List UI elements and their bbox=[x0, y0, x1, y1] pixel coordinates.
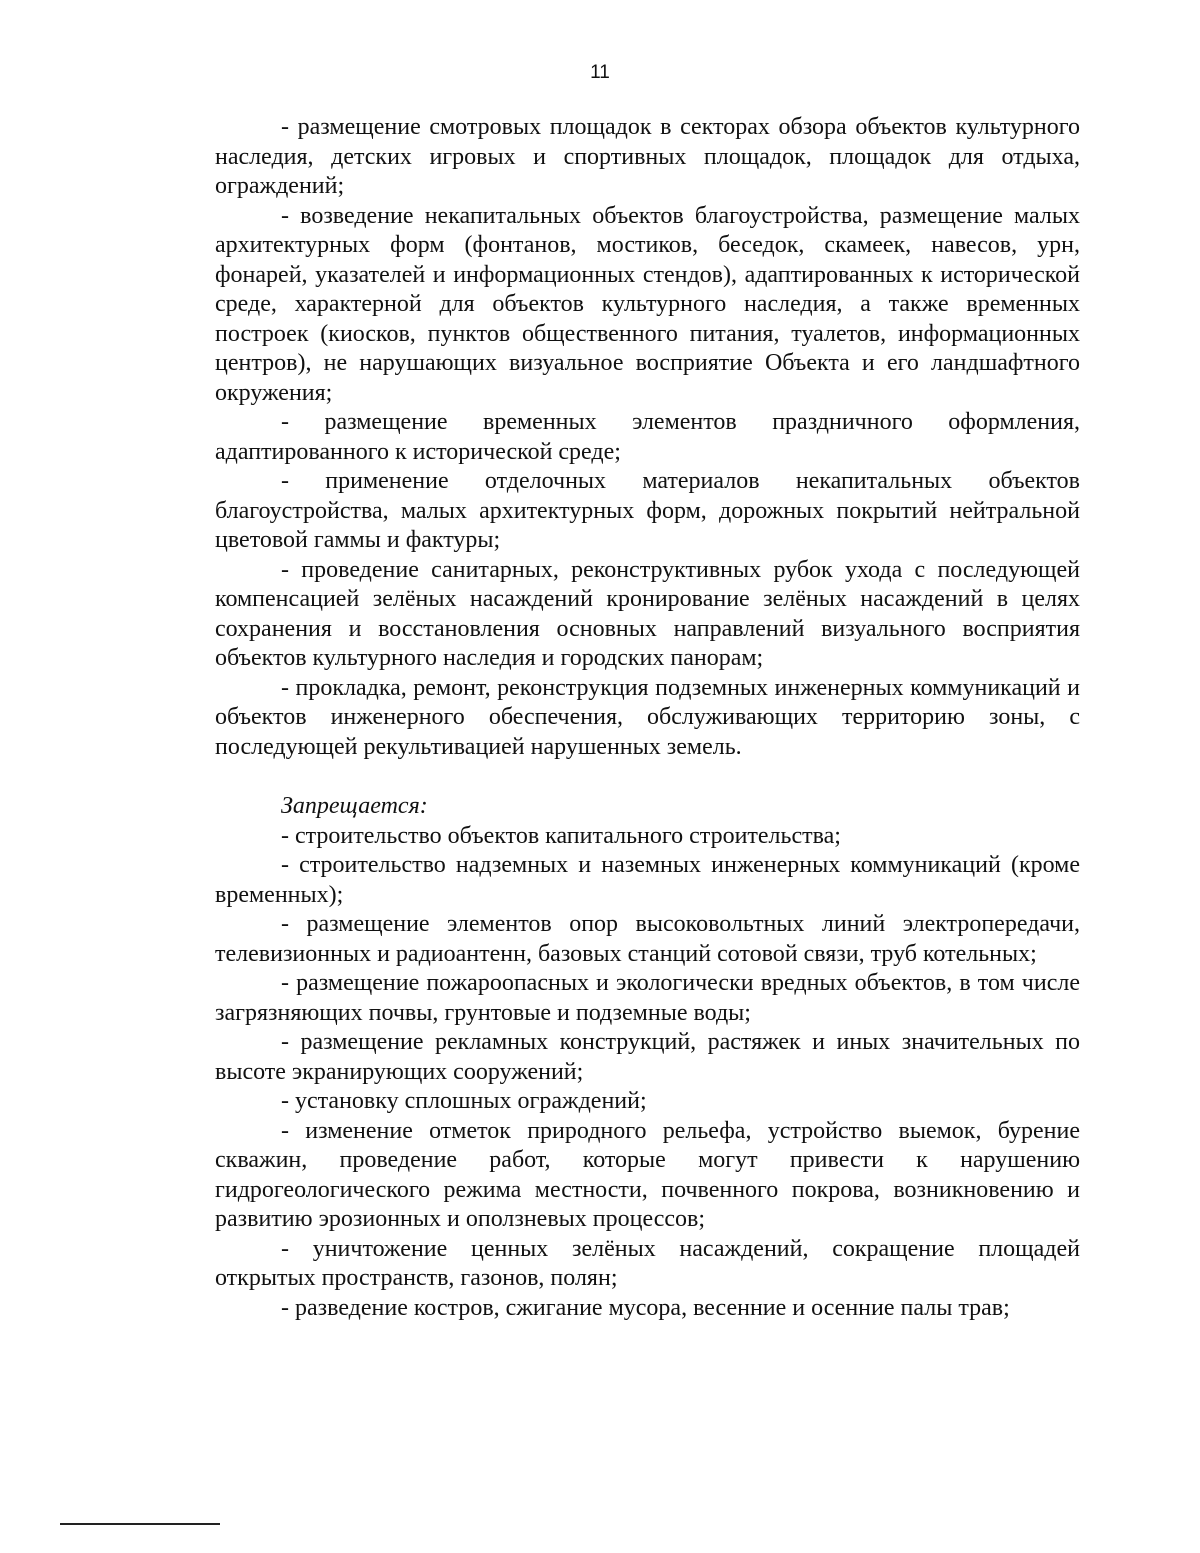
allowed-item: - размещение смотровых площадок в секторах обзора объектов культурного наследия, детских игровых и спортивных площадок, площадок для отдыха, ограждений; bbox=[215, 114, 1080, 199]
prohibited-item: - уничтожение ценных зелёных насаждений, сокращение площадей открытых пространств, газонов, полян; bbox=[215, 1235, 1080, 1291]
prohibited-item: - строительство объектов капитального строительства; bbox=[281, 822, 841, 849]
allowed-item: - применение отделочных материалов некапитальных объектов благоустройства, малых архитектурных форм, дорожных покрытий нейтральной цветовой гаммы и фактуры; bbox=[215, 468, 1080, 553]
allowed-item: - размещение временных элементов праздничного оформления, адаптированного к исторической среде; bbox=[215, 409, 1080, 465]
allowed-item: - прокладка, ремонт, реконструкция подземных инженерных коммуникаций и объектов инженерного обеспечения, обслуживающих территорию зоны, с последующей рекультивацией нарушенных земель. bbox=[215, 674, 1080, 760]
prohibited-item: - размещение рекламных конструкций, растяжек и иных значительных по высоте экранирующих сооружений; bbox=[215, 1029, 1080, 1085]
document-body bbox=[215, 113, 1080, 1323]
prohibited-item: - разведение костров, сжигание мусора, весенние и осенние палы трав; bbox=[281, 1294, 1010, 1321]
page-number: 11 bbox=[590, 62, 610, 83]
prohibited-item: - установку сплошных ограждений; bbox=[281, 1088, 647, 1114]
prohibited-item: - размещение пожароопасных и экологически вредных объектов, в том числе загрязняющих почвы, грунтовые и подземные воды; bbox=[215, 970, 1080, 1026]
prohibited-item: - строительство надземных и наземных инженерных коммуникаций (кроме временных); bbox=[215, 852, 1080, 908]
footnote-separator bbox=[60, 1523, 220, 1525]
prohibited-item: - размещение элементов опор высоковольтных линий электропередачи, телевизионных и радиоантенн, базовых станций сотовой связи, труб котельных; bbox=[215, 911, 1080, 967]
prohibited-heading: Запрещается: bbox=[281, 793, 428, 819]
allowed-item: - возведение некапитальных объектов благоустройства, размещение малых архитектурных форм (фонтанов, мостиков, беседок, скамеек, навесов, урн, фонарей, указателей и информационных стендов), адаптированных к исторической среде, характерной для объектов культурного наследия, а также временных построек (киосков, пунктов общественного питания, туалетов, информационных центров), не нарушающих визуальное восприятие Объекта и его ландшафтного окружения; bbox=[215, 202, 1080, 406]
allowed-item: - проведение санитарных, реконструктивных рубок ухода с последующей компенсацией зелёных насаждений кронирование зелёных насаждений в целях сохранения и восстановления основных направлений визуального восприятия объектов культурного наследия и городских панорам; bbox=[215, 556, 1080, 671]
prohibited-item: - изменение отметок природного рельефа, устройство выемок, бурение скважин, проведение работ, которые могут привести к нарушению гидрогеологического режима местности, почвенного покрова, возникновению и развитию эрозионных и оползневых процессов; bbox=[215, 1117, 1080, 1232]
